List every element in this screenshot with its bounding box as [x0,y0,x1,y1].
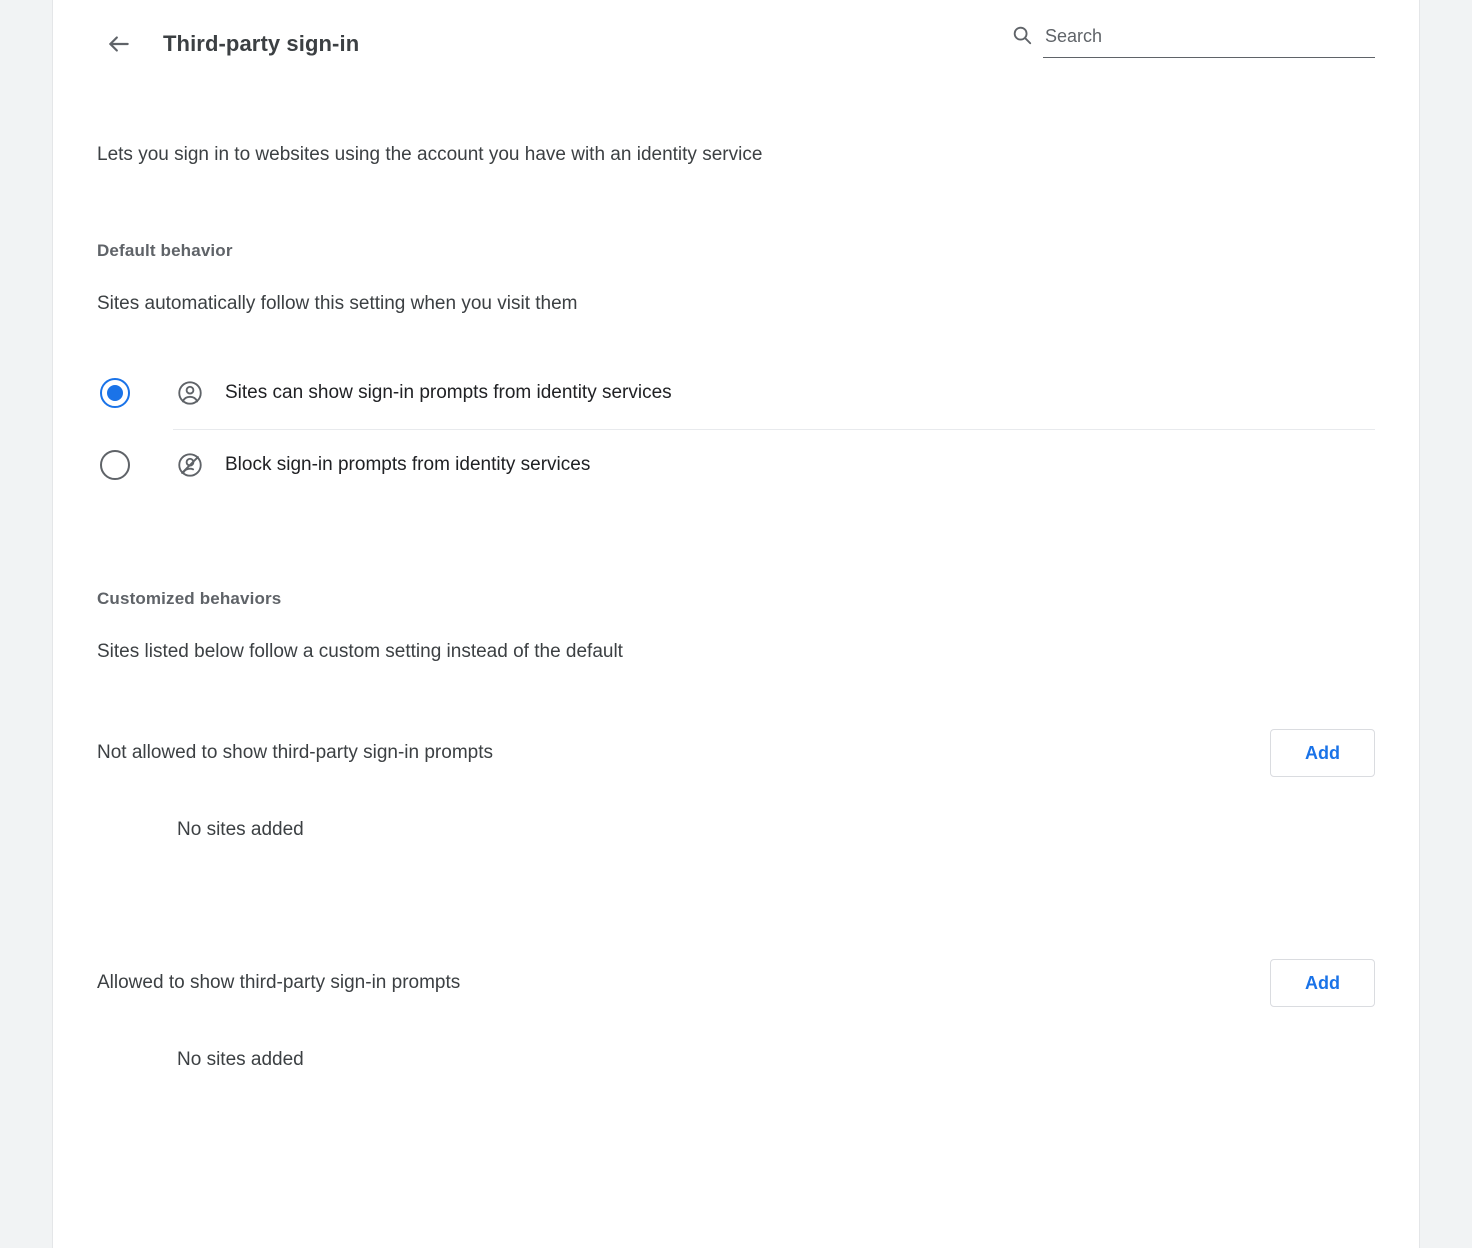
customized-behaviors-heading: Customized behaviors [97,588,282,608]
add-block-site-button[interactable]: Add [1270,729,1375,777]
radio-row-block[interactable] [97,429,1375,501]
add-allow-site-button[interactable]: Add [1270,959,1375,1007]
account-circle-icon [175,378,205,408]
search-input[interactable] [1043,26,1375,58]
default-behavior-radio-group [97,357,1375,501]
block-list-empty-text: No sites added [177,818,304,840]
account-circle-blocked-icon [175,450,205,480]
customized-behaviors-subtitle: Sites listed below follow a custom setting instead of the default [97,640,623,662]
back-button[interactable] [97,22,141,66]
intro-description: Lets you sign in to websites using the account you have with an identity service [97,144,763,165]
radio-label-block: Block sign-in prompts from identity services [225,453,591,475]
allow-list-header [97,955,1375,1011]
block-list-header [97,725,1375,781]
list-spacer [97,841,1375,893]
block-list-title: Not allowed to show third-party sign-in prompts [97,741,494,763]
allow-list-title: Allowed to show third-party sign-in prompts [97,971,461,993]
default-behavior-heading: Default behavior [97,240,233,260]
allow-list-empty-text: No sites added [177,1048,304,1070]
page-header [53,0,1419,88]
search-box[interactable] [1009,22,1375,58]
radio-button-block[interactable] [100,450,130,480]
settings-card [52,0,1420,1248]
settings-body [53,142,1419,1071]
page-title: Third-party sign-in [163,31,360,56]
radio-label-allow: Sites can show sign-in prompts from identity services [225,381,672,403]
radio-button-allow[interactable] [100,378,130,408]
search-icon [1009,22,1035,48]
arrow-back-icon [106,31,132,57]
radio-row-allow[interactable] [97,357,1375,429]
default-behavior-subtitle: Sites automatically follow this setting when you visit them [97,292,578,314]
